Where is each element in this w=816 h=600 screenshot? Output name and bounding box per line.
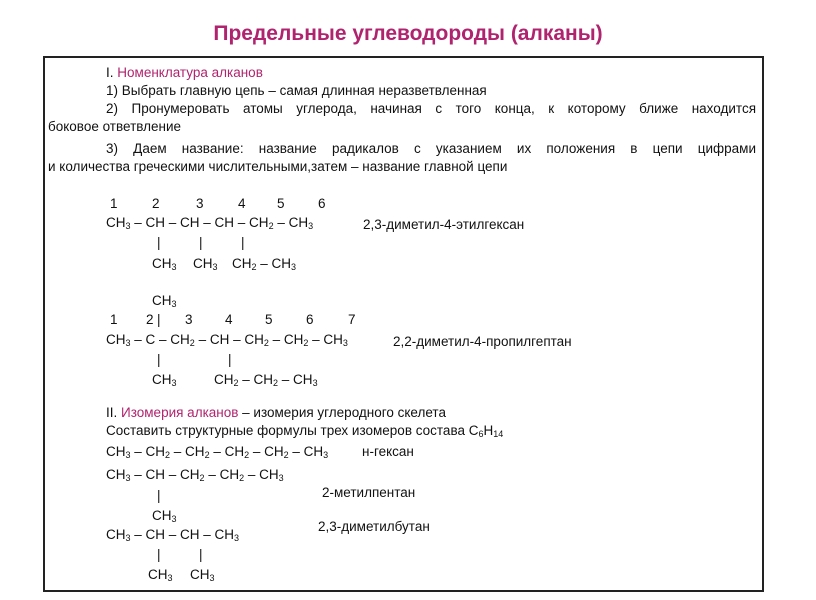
bond: | — [199, 235, 203, 250]
isomer2-name: 2-метилпентан — [322, 485, 416, 500]
section2-title: Изомерия алканов — [121, 405, 239, 420]
atom-number: 3 — [185, 312, 193, 327]
bond: | — [157, 352, 161, 367]
substituent: $CH_3$ — [148, 567, 173, 583]
substituent: $CH_3$ — [152, 372, 177, 388]
isomer3-name: 2,3-диметилбутан — [318, 519, 430, 534]
substituent: $CH_3$ — [190, 567, 215, 583]
atom-number: 1 — [110, 312, 118, 327]
bond: | — [157, 488, 161, 503]
task-sub: 14 — [493, 429, 504, 439]
atom-number: 5 — [277, 196, 285, 211]
section2-heading — [106, 404, 446, 421]
atom-number: 4 — [225, 312, 233, 327]
step1: 1) Выбрать главную цепь – самая длинная неразветвленная — [106, 83, 487, 98]
atom-number: 6 — [318, 196, 326, 211]
atom-number: 5 — [265, 312, 273, 327]
step3-line1: 3) Даем название: название радикалов с указанием их положения в цепи цифрами — [106, 141, 756, 156]
atom-number: 6 — [306, 312, 314, 327]
bond: | — [157, 235, 161, 250]
isomer1-name: н-гексан — [362, 444, 414, 459]
atom-number: 3 — [196, 196, 204, 211]
isomer2-formula: $CH_3$ – CH – $CH_2 - CH_2 - CH_3$ — [106, 467, 284, 483]
main-chain-formula: $CH_3$ – CH – CH – CH – $CH_2 - CH_3$ — [106, 215, 314, 231]
page-title: Предельные углеводороды (алканы) — [213, 22, 603, 45]
atom-number: 4 — [238, 196, 246, 211]
bond: | — [241, 235, 245, 250]
atom-number: 1 — [110, 196, 118, 211]
substituent: $CH_2 - CH_3$ — [232, 256, 297, 272]
bond: | — [157, 547, 161, 562]
task-text: H — [483, 423, 494, 438]
substituent: $CH_3$ — [193, 256, 218, 272]
main-chain-formula: $CH_3$ – C – $CH_2$ – CH – $CH_2 - CH_2 - CH_3$ — [106, 332, 348, 348]
example1-name: 2,3-диметил-4-этилгексан — [363, 217, 525, 232]
task-sub: 6 — [478, 429, 484, 439]
section2-task — [106, 422, 503, 443]
substituent: $CH_2 - CH_2 - CH_3$ — [214, 372, 318, 388]
atom-number: 7 — [348, 312, 356, 327]
bond: | — [199, 547, 203, 562]
isomer1-formula: $CH_3 - CH_2 - CH_2 - CH_2 - CH_2 - CH_3$ — [106, 444, 329, 460]
bond: | — [157, 312, 161, 327]
substituent: $CH_3$ — [152, 256, 177, 272]
section1-heading — [106, 64, 263, 81]
isomer3-formula: $CH_3$ – CH – CH – $CH_3$ — [106, 527, 240, 543]
section2-roman: II. — [106, 405, 118, 420]
section2-title-rest: – изомерия углеродного скелета — [238, 405, 446, 420]
step2-line1: 2) Пронумеровать атомы углерода, начиная с того конца, к которому ближе находится — [106, 101, 756, 116]
section1-roman: I. — [106, 65, 114, 80]
step2-line2: боковое ответвление — [48, 119, 182, 134]
substituent: $CH_3$ — [152, 508, 177, 524]
atom-number: 2 — [152, 196, 160, 211]
section1-title: Номенклатура алканов — [117, 65, 263, 80]
step3-line2: и количества греческими числительными,затем – название главной цепи — [48, 159, 508, 174]
substituent: $CH_3$ — [152, 293, 177, 309]
bond: | — [228, 352, 232, 367]
atom-number: 2 — [146, 312, 154, 327]
task-text: Составить структурные формулы трех изомеров состава C — [106, 423, 479, 438]
example2-name: 2,2-диметил-4-пропилгептан — [393, 334, 572, 349]
